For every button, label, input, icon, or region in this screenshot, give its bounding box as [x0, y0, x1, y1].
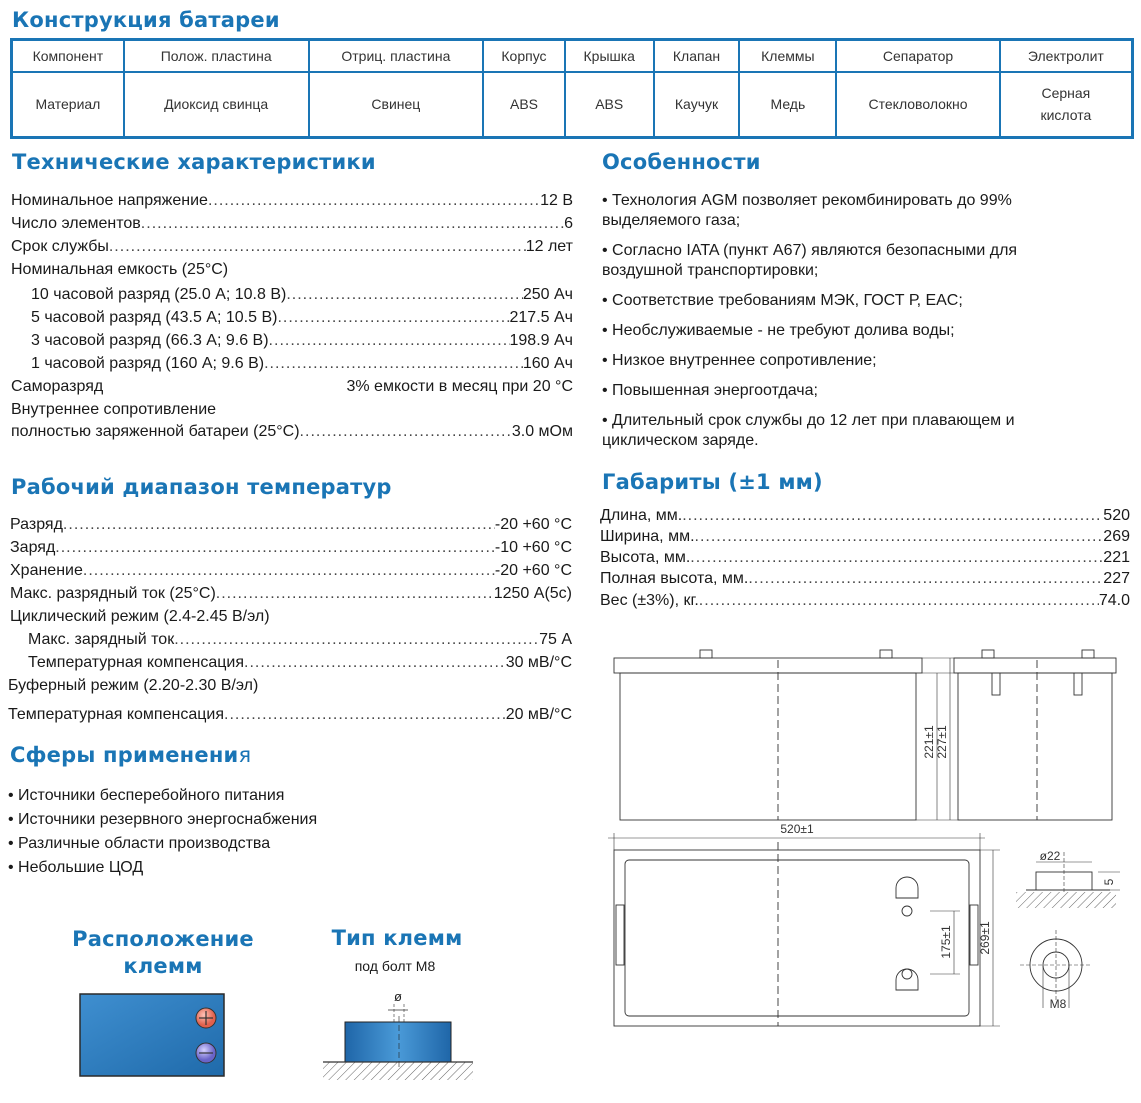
- dimension-row: Высота, мм. ..... 221: [600, 547, 1130, 569]
- cell-line: Серная: [1041, 85, 1091, 102]
- terminal-type-title: Тип клемм: [331, 926, 463, 950]
- table-header: Сепаратор: [836, 40, 999, 72]
- table-header: Полож. пластина: [124, 40, 309, 72]
- applications-title: Сферы применения: [10, 743, 252, 767]
- self-discharge-value: 3% емкости в месяц при 20 °C: [346, 378, 573, 395]
- technical-drawing: [600, 630, 1141, 1030]
- list-item: • Низкое внутреннее сопротивление;: [602, 352, 877, 369]
- dim-269: 269±1: [978, 921, 992, 955]
- table-cell: Каучук: [654, 72, 740, 138]
- table-header: Корпус: [483, 40, 565, 72]
- battery-top-view: [80, 994, 224, 1076]
- front-lid: [614, 658, 922, 673]
- table-cell: Свинец: [309, 72, 484, 138]
- construction-title: Конструкция батареи: [12, 8, 280, 32]
- list-item: • Технология AGM позволяет рекомбинировать до 99% выделяемого газа;: [602, 192, 1012, 229]
- resistance-line1: Внутреннее сопротивление: [11, 401, 217, 418]
- dim-227: 227±1: [935, 725, 949, 759]
- table-cell: Материал: [12, 72, 124, 138]
- temp-charge: Заряд ..... -10 +60 °C: [10, 537, 572, 559]
- table-header: Крышка: [565, 40, 654, 72]
- list-item: • Небольшие ЦОД: [8, 859, 144, 876]
- terminal-type-subtitle: под болт М8: [354, 958, 436, 974]
- list-item: • Источники резервного энергоснабжения: [8, 811, 318, 828]
- dimension-row: Длина, мм. ..... 520: [600, 505, 1130, 527]
- table-cell: [1000, 72, 1133, 138]
- spec-cells: Число элементов ..... 6: [11, 213, 573, 235]
- temp-discharge: Разряд ..... -20 +60 °C: [10, 514, 572, 536]
- construction-table: [10, 38, 1134, 139]
- dimension-row: Вес (±3%), кг. ..... 74.0: [600, 590, 1130, 612]
- list-item: • Необслуживаемые - не требуют долива воды;: [602, 322, 955, 339]
- terminal-type-diagram: [318, 980, 478, 1084]
- list-item: • Соответствие требованиям МЭК, ГОСТ Р, EAC;: [602, 292, 963, 309]
- table-cell: Диоксид свинца: [124, 72, 309, 138]
- terminal-layout-diagram: [78, 990, 228, 1080]
- temp-comp-buffer: Температурная компенсация ..... 20 мВ/°C: [8, 704, 572, 726]
- terminal-layout-title: Расположение клемм: [72, 927, 254, 978]
- temp-max-charge: Макс. зарядный ток ..... 75 А: [28, 629, 572, 651]
- dimensions-title: Габариты (±1 мм): [602, 470, 823, 494]
- list-item: • Повышенная энергоотдача;: [602, 382, 818, 399]
- dim-m8: M8: [1049, 997, 1067, 1011]
- dim-175: 175±1: [939, 925, 953, 959]
- temp-max-discharge: Макс. разрядный ток (25°C) ..... 1250 А(5с): [10, 583, 572, 605]
- dim-520: 520±1: [780, 822, 814, 836]
- buffer-mode: Буферный режим (2.20-2.30 В/эл): [8, 677, 259, 694]
- terminal-base: [323, 1062, 473, 1080]
- dimension-row: Полная высота, мм. ..... 227: [600, 568, 1130, 590]
- side-case: [958, 673, 1112, 820]
- top-view-outer: [614, 850, 980, 1026]
- spec-resistance: полностью заряженной батареи (25°C) ..... 3.0 мОм: [11, 421, 573, 443]
- diameter-label: ø: [394, 989, 402, 1004]
- dim-221: 221±1: [922, 725, 936, 759]
- self-discharge-label: Саморазряд: [11, 378, 104, 395]
- front-case: [620, 673, 916, 820]
- table-header: Электролит: [1000, 40, 1133, 72]
- terminal-detail-base: [1016, 892, 1116, 908]
- spec-nominal-voltage: Номинальное напряжение ..... 12 В: [11, 190, 573, 212]
- temp-title: Рабочий диапазон температур: [11, 475, 392, 499]
- table-header: Клеммы: [739, 40, 836, 72]
- table-header: Клапан: [654, 40, 740, 72]
- tech-title: Технические характеристики: [12, 150, 376, 174]
- list-item: • Длительный срок службы до 12 лет при плавающем и циклическом заряде.: [602, 412, 1015, 449]
- terminal-body: [345, 1022, 451, 1062]
- features-title: Особенности: [602, 150, 761, 174]
- spec-service-life: Срок службы ..... 12 лет: [11, 236, 573, 258]
- table-header: Компонент: [12, 40, 124, 72]
- table-cell: ABS: [483, 72, 565, 138]
- temp-storage: Хранение ..... -20 +60 °C: [10, 560, 572, 582]
- capacity-row: 3 часовой разряд (66.3 А; 9.6 В) ..... 198.9 Ач: [31, 330, 573, 352]
- side-lid: [954, 658, 1116, 673]
- dim-5: 5: [1102, 878, 1116, 886]
- table-cell: Медь: [739, 72, 836, 138]
- capacity-title: Номинальная емкость (25°C): [11, 261, 229, 278]
- list-item: • Источники бесперебойного питания: [8, 787, 285, 804]
- capacity-row: 1 часовой разряд (160 А; 9.6 В) ..... 160 Ач: [31, 353, 573, 375]
- temp-comp-cyclic: Температурная компенсация ..... 30 мВ/°C: [28, 652, 572, 674]
- table-cell: Стекловолокно: [836, 72, 999, 138]
- capacity-row: 5 часовой разряд (43.5 А; 10.5 В) ..... 217.5 Ач: [31, 307, 573, 329]
- table-cell: ABS: [565, 72, 654, 138]
- dimension-row: Ширина, мм. ..... 269: [600, 526, 1130, 548]
- cell-line: кислота: [1040, 107, 1092, 124]
- list-item: • Согласно IATA (пункт А67) являются безопасными для воздушной транспортировки;: [602, 242, 1018, 279]
- list-item: • Различные области производства: [8, 835, 271, 852]
- dim-22: ø22: [1039, 849, 1061, 863]
- capacity-row: 10 часовой разряд (25.0 А; 10.8 В) ..... 250 Ач: [31, 284, 573, 306]
- table-header: Отриц. пластина: [309, 40, 484, 72]
- cyclic-mode: Циклический режим (2.4-2.45 В/эл): [10, 608, 270, 625]
